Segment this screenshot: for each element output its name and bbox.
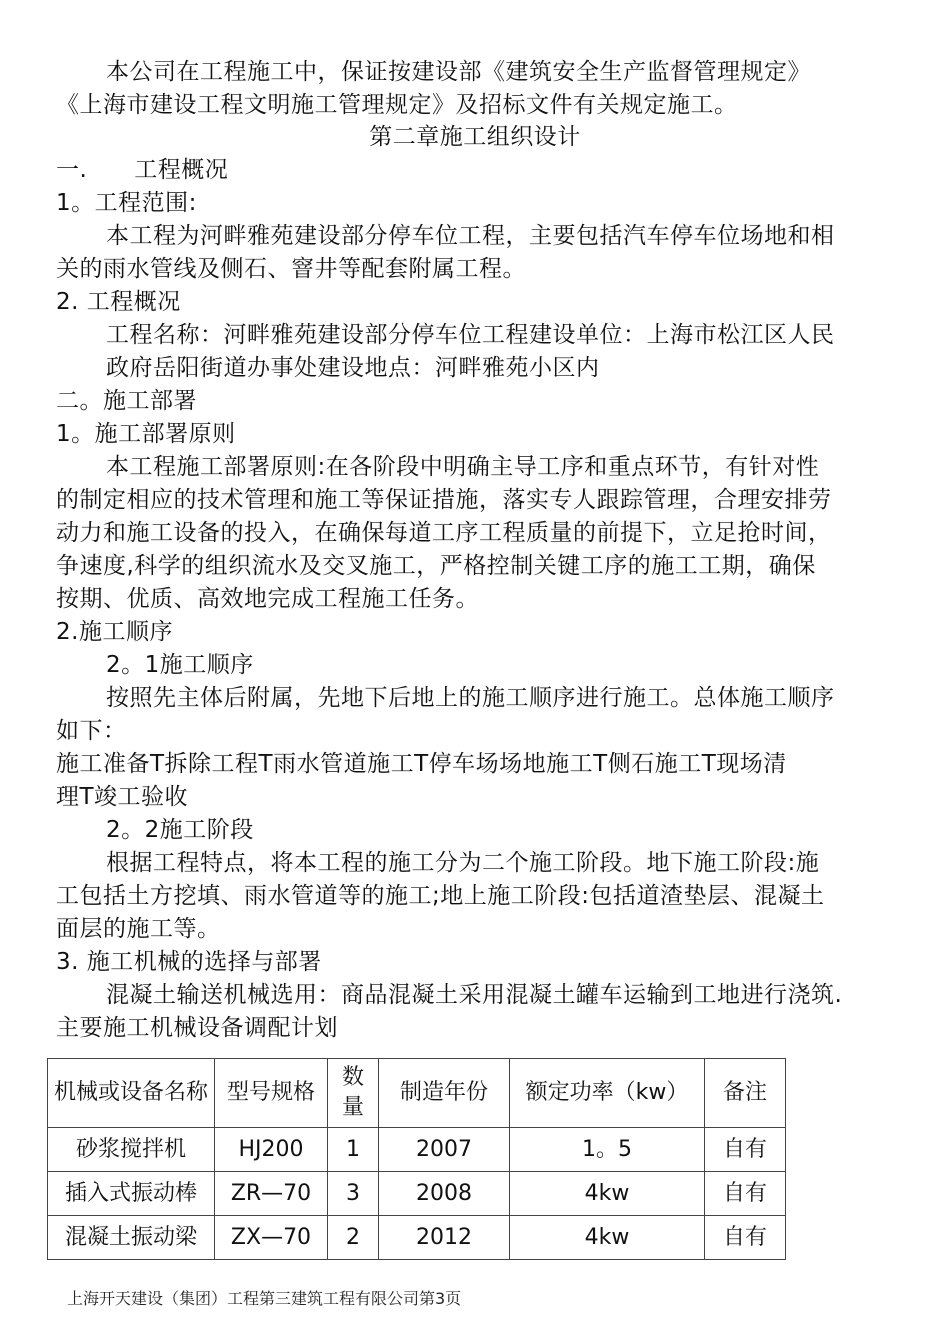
table-cell: HJ200 [215, 1128, 328, 1172]
page-footer: 上海开天建设（集团）工程第三建筑工程有限公司第3页 [67, 1289, 462, 1308]
paragraph-line: 《上海市建设工程文明施工管理规定》及招标文件有关规定施工。 [56, 92, 738, 118]
paragraph-line: 政府岳阳街道办事处建设地点：河畔雅苑小区内 [106, 355, 600, 381]
chapter-title: 第二章施工组织设计 [369, 124, 581, 150]
paragraph-line: 本公司在工程施工中，保证按建设部《建筑安全生产监督管理规定》 [106, 59, 811, 85]
paragraph-line: 的制定相应的技术管理和施工等保证措施，落实专人跟踪管理，合理安排劳 [56, 487, 832, 513]
table-cell: ZX—70 [215, 1216, 328, 1260]
table-cell: 自有 [705, 1172, 786, 1216]
table-cell: 2007 [379, 1128, 510, 1172]
table-cell: 砂浆搅拌机 [48, 1128, 215, 1172]
table-cell: 4kw [510, 1216, 705, 1260]
table-cell: 3 [328, 1172, 379, 1216]
table-cell: ZR—70 [215, 1172, 328, 1216]
table-cell: 自有 [705, 1216, 786, 1260]
table-cell: 1。5 [510, 1128, 705, 1172]
paragraph-line: 争速度,科学的组织流水及交叉施工，严格控制关键工序的施工工期，确保 [56, 553, 816, 579]
subsection-heading: 1。工程范围: [56, 190, 197, 216]
paragraph-line: 按期、优质、高效地完成工程施工任务。 [56, 586, 479, 612]
subsection-heading: 2。2施工阶段 [106, 817, 254, 843]
table-cell: 自有 [705, 1128, 786, 1172]
paragraph-line: 施工准备T拆除工程T雨水管道施工T停车场场地施工T侧石施工T现场清 [56, 751, 787, 777]
paragraph-line: 如下： [56, 718, 127, 744]
column-header: 备注 [705, 1059, 786, 1128]
subsection-heading: 1。施工部署原则 [56, 421, 236, 447]
table-header-row [48, 1059, 786, 1128]
paragraph-line: 工程名称：河畔雅苑建设部分停车位工程建设单位：上海市松江区人民 [106, 322, 835, 348]
column-header: 机械或设备名称 [48, 1059, 215, 1128]
table-row [48, 1216, 786, 1260]
column-header: 制造年份 [379, 1059, 510, 1128]
column-header: 数量 [328, 1059, 379, 1128]
column-header: 型号规格 [215, 1059, 328, 1128]
paragraph-line: 本工程为河畔雅苑建设部分停车位工程，主要包括汽车停车位场地和相 [106, 223, 835, 249]
section-heading: 一. 工程概况 [56, 157, 229, 183]
paragraph-line: 动力和施工设备的投入，在确保每道工序工程质量的前提下，立足抢时间， [56, 520, 832, 546]
table-cell: 2008 [379, 1172, 510, 1216]
table-cell: 插入式振动棒 [48, 1172, 215, 1216]
paragraph-line: 按照先主体后附属，先地下后地上的施工顺序进行施工。总体施工顺序 [106, 685, 835, 711]
paragraph-line: 理T竣工验收 [56, 784, 189, 810]
table-cell: 4kw [510, 1172, 705, 1216]
paragraph-line: 根据工程特点，将本工程的施工分为二个施工阶段。地下施工阶段:施 [106, 850, 820, 876]
paragraph-line: 本工程施工部署原则:在各阶段中明确主导工序和重点环节，有针对性 [106, 454, 820, 480]
table-cell: 2012 [379, 1216, 510, 1260]
table-cell: 混凝土振动梁 [48, 1216, 215, 1260]
subsection-heading: 2. 工程概况 [56, 289, 181, 315]
table-cell: 2 [328, 1216, 379, 1260]
table-row [48, 1172, 786, 1216]
equipment-table [47, 1058, 786, 1260]
table-caption: 主要施工机械设备调配计划 [56, 1015, 338, 1041]
section-heading: 二。施工部署 [56, 388, 197, 414]
paragraph-line: 面层的施工等。 [56, 916, 221, 942]
subsection-heading: 2.施工顺序 [56, 619, 173, 645]
subsection-heading: 3. 施工机械的选择与部署 [56, 949, 322, 975]
paragraph-line: 混凝土输送机械选用：商品混凝土采用混凝土罐车运输到工地进行浇筑. [106, 982, 843, 1008]
column-header: 额定功率（kw） [510, 1059, 705, 1128]
table-cell: 1 [328, 1128, 379, 1172]
subsection-heading: 2。1施工顺序 [106, 652, 254, 678]
paragraph-line: 关的雨水管线及侧石、窨井等配套附属工程。 [56, 256, 526, 282]
paragraph-line: 工包括土方挖填、雨水管道等的施工;地上施工阶段:包括道渣垫层、混凝土 [56, 883, 825, 909]
table-row [48, 1128, 786, 1172]
